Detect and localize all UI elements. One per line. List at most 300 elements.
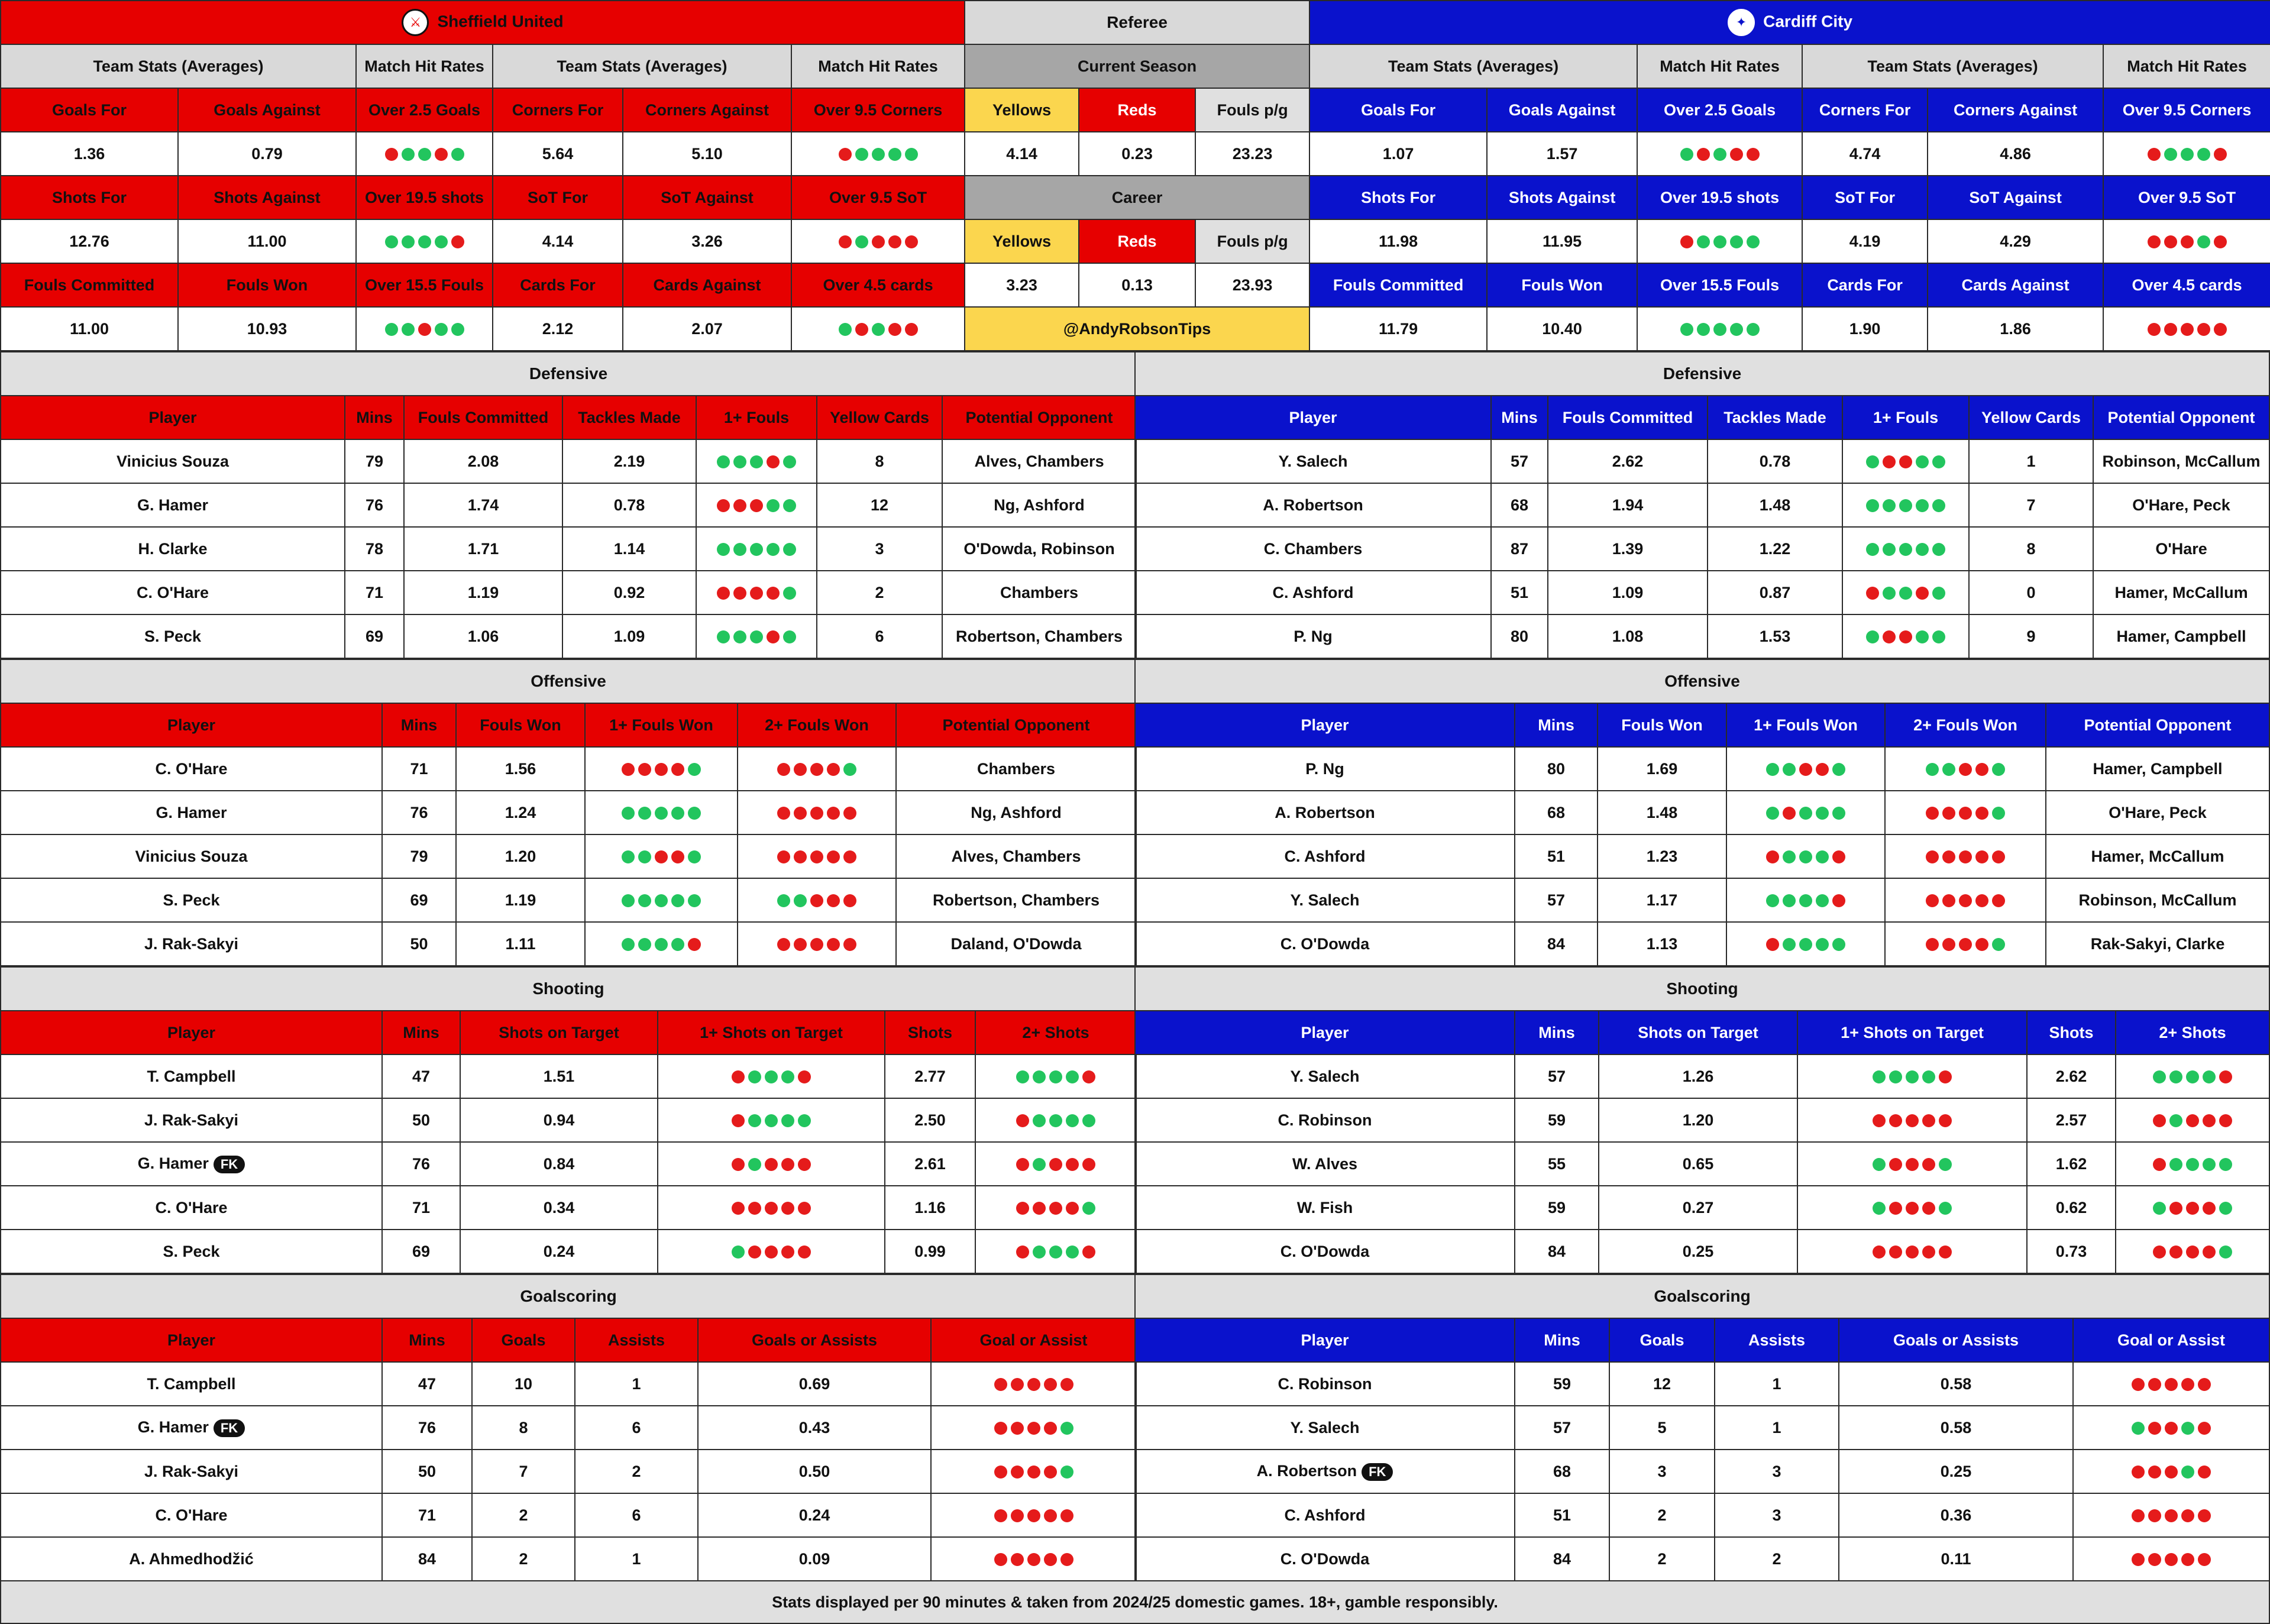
miss-dot-icon: [717, 499, 730, 512]
away-goalscoring-player: [1135, 1406, 1515, 1450]
miss-dot-icon: [1060, 1553, 1073, 1566]
hit-dot-icon: [402, 235, 415, 248]
miss-dot-icon: [2198, 1553, 2211, 1566]
miss-dot-icon: [2181, 1509, 2194, 1522]
home-over25-dots: [356, 132, 493, 176]
away-shooting-dots: [2116, 1054, 2269, 1098]
home-goalscoring-dots: [931, 1493, 1136, 1537]
miss-dot-icon: [1889, 1246, 1902, 1259]
miss-dot-icon: [1011, 1422, 1024, 1435]
hit-dot-icon: [733, 543, 746, 556]
hit-dot-icon: [1899, 499, 1912, 512]
home-offensive-col-4: 2+ Fouls Won: [738, 703, 896, 747]
free-kick-badge: FK: [214, 1156, 245, 1173]
away-team-stats-label-2: Team Stats (Averages): [1802, 44, 2103, 88]
home-offensive-row: [1, 834, 1136, 878]
miss-dot-icon: [1975, 938, 1988, 951]
hit-dot-icon: [1697, 323, 1710, 336]
hit-dot-icon: [855, 235, 868, 248]
hit-dot-icon: [2197, 148, 2210, 161]
home-offensive-dots: [738, 791, 896, 834]
home-goalscoring-row: [1, 1406, 1136, 1450]
miss-dot-icon: [1926, 807, 1939, 820]
miss-dot-icon: [810, 763, 823, 776]
away-defensive-col-6: Potential Opponent: [2093, 396, 2269, 439]
hit-dot-icon: [1906, 1070, 1919, 1083]
away-goalscoring-col-5: Goal or Assist: [2073, 1318, 2269, 1362]
miss-dot-icon: [732, 1114, 745, 1127]
away-over45-dots: [2103, 307, 2270, 351]
away-offensive-player: C. O'Dowda: [1135, 922, 1515, 966]
home-shooting-sot: 0.34: [460, 1186, 658, 1230]
miss-dot-icon: [843, 807, 856, 820]
hit-dot-icon: [1033, 1158, 1046, 1171]
miss-dot-icon: [1066, 1202, 1079, 1215]
hit-dot-icon: [1932, 499, 1945, 512]
away-defensive-yc: 9: [1969, 614, 2093, 658]
hit-dot-icon: [750, 455, 763, 468]
miss-dot-icon: [1747, 148, 1760, 161]
away-sot-against-label: SoT Against: [1928, 176, 2103, 219]
away-offensive-dots: [1885, 791, 2046, 834]
home-shooting-dots: [975, 1186, 1136, 1230]
miss-dot-icon: [1680, 235, 1693, 248]
home-goalscoring-col-4: Goals or Assists: [698, 1318, 931, 1362]
hit-dot-icon: [783, 543, 796, 556]
hit-dot-icon: [748, 1114, 761, 1127]
miss-dot-icon: [1992, 850, 2005, 863]
hit-dot-icon: [777, 894, 790, 907]
away-offensive-mins: 84: [1515, 922, 1598, 966]
miss-dot-icon: [2132, 1509, 2145, 1522]
hit-dot-icon: [1932, 587, 1945, 600]
home-defensive-dots: [696, 614, 817, 658]
ref-career-yellows: 3.23: [965, 263, 1079, 307]
away-goalscoring-player: [1135, 1493, 1515, 1537]
away-defensive-row: [1135, 527, 2269, 571]
miss-dot-icon: [2214, 323, 2227, 336]
hit-dot-icon: [1992, 807, 2005, 820]
home-offensive-player: Vinicius Souza: [1, 834, 382, 878]
home-defensive-tm: 0.78: [562, 483, 696, 527]
hit-dot-icon: [1883, 499, 1896, 512]
hit-dot-icon: [2219, 1158, 2232, 1171]
hit-dot-icon: [1713, 148, 1726, 161]
home-team-stats-label-2: Team Stats (Averages): [493, 44, 791, 88]
miss-dot-icon: [1044, 1378, 1057, 1391]
home-shooting-shots: 2.77: [885, 1054, 975, 1098]
miss-dot-icon: [2153, 1158, 2166, 1171]
home-fouls-committed: 11.00: [1, 307, 178, 351]
hit-dot-icon: [1033, 1114, 1046, 1127]
home-defensive-yc: 2: [817, 571, 942, 614]
hit-dot-icon: [622, 894, 635, 907]
hit-dot-icon: [671, 807, 684, 820]
miss-dot-icon: [994, 1378, 1007, 1391]
hit-dot-icon: [2203, 1158, 2216, 1171]
hit-dot-icon: [655, 938, 668, 951]
home-goalscoring-goals: 2: [472, 1537, 575, 1581]
miss-dot-icon: [2181, 1553, 2194, 1566]
home-offensive-opp: Robertson, Chambers: [896, 878, 1136, 922]
away-offensive-col-2: Fouls Won: [1598, 703, 1726, 747]
away-shooting-row: [1135, 1230, 2269, 1273]
miss-dot-icon: [2153, 1246, 2166, 1259]
away-goalscoring-row: [1135, 1537, 2269, 1581]
away-cards-against: 1.86: [1928, 307, 2103, 351]
away-goalscoring-col-0: Player: [1135, 1318, 1515, 1362]
hit-dot-icon: [385, 235, 398, 248]
home-fouls-won-label: Fouls Won: [178, 263, 356, 307]
away-shooting-mins: 59: [1515, 1098, 1599, 1142]
hit-dot-icon: [1049, 1114, 1062, 1127]
hit-dot-icon: [1713, 323, 1726, 336]
home-sot-against: 3.26: [623, 219, 791, 263]
away-offensive-row: [1135, 878, 2269, 922]
miss-dot-icon: [2186, 1202, 2199, 1215]
hit-dot-icon: [1926, 763, 1939, 776]
away-goalscoring-assists: 1: [1715, 1406, 1839, 1450]
away-shooting-shots: 2.62: [2027, 1054, 2116, 1098]
away-shooting-sot: 0.25: [1599, 1230, 1797, 1273]
hit-dot-icon: [1016, 1070, 1029, 1083]
away-shooting-dots: [2116, 1230, 2269, 1273]
away-goalscoring-dots: [2073, 1537, 2269, 1581]
miss-dot-icon: [2165, 1378, 2178, 1391]
home-defensive-col-2: Fouls Committed: [404, 396, 562, 439]
away-goalscoring-player: [1135, 1450, 1515, 1493]
miss-dot-icon: [1906, 1114, 1919, 1127]
miss-dot-icon: [994, 1466, 1007, 1479]
away-offensive-dots: [1726, 747, 1885, 791]
away-offensive-player: Y. Salech: [1135, 878, 1515, 922]
away-goalscoring-section: [1134, 1274, 2270, 1581]
away-defensive-opp: Robinson, McCallum: [2093, 439, 2269, 483]
home-defensive-row: [1, 571, 1136, 614]
away-shooting-row: [1135, 1054, 2269, 1098]
hit-dot-icon: [638, 850, 651, 863]
away-defensive-col-5: Yellow Cards: [1969, 396, 2093, 439]
home-offensive-dots: [585, 747, 738, 791]
miss-dot-icon: [1975, 850, 1988, 863]
away-goalscoring-assists: 3: [1715, 1450, 1839, 1493]
home-defensive-yc: 8: [817, 439, 942, 483]
home-shooting-mins: 76: [382, 1142, 460, 1186]
away-goalscoring-mins: 59: [1515, 1362, 1609, 1406]
home-goalscoring-dots: [931, 1362, 1136, 1406]
hit-dot-icon: [1873, 1070, 1886, 1083]
hit-dot-icon: [1766, 894, 1779, 907]
away-defensive-row: [1135, 483, 2269, 527]
miss-dot-icon: [1027, 1509, 1040, 1522]
hit-dot-icon: [855, 148, 868, 161]
miss-dot-icon: [2164, 323, 2177, 336]
home-offensive-row: [1, 922, 1136, 966]
away-shooting-player: [1135, 1054, 1515, 1098]
home-shooting-dots: [658, 1230, 885, 1273]
player-name: C. Robinson: [1278, 1374, 1372, 1393]
away-goalscoring-assists: 3: [1715, 1493, 1839, 1537]
home-defensive-tm: 2.19: [562, 439, 696, 483]
hit-dot-icon: [1932, 543, 1945, 556]
home-defensive-opp: Chambers: [942, 571, 1136, 614]
hit-dot-icon: [1866, 543, 1879, 556]
hit-dot-icon: [1783, 938, 1796, 951]
home-offensive-row: [1, 747, 1136, 791]
away-hit-rates-label-2: Match Hit Rates: [2103, 44, 2270, 88]
away-shooting-player: [1135, 1098, 1515, 1142]
home-goalscoring-player: [1, 1537, 382, 1581]
hit-dot-icon: [2186, 1070, 2199, 1083]
home-goalscoring-assists: 6: [575, 1493, 698, 1537]
hit-dot-icon: [1799, 938, 1812, 951]
hit-dot-icon: [1883, 543, 1896, 556]
home-goalscoring-assists: 1: [575, 1537, 698, 1581]
hit-dot-icon: [1816, 938, 1829, 951]
home-over195-dots: [356, 219, 493, 263]
away-goalscoring-assists: 2: [1715, 1537, 1839, 1581]
miss-dot-icon: [2169, 1202, 2182, 1215]
miss-dot-icon: [839, 148, 852, 161]
away-offensive-dots: [1726, 791, 1885, 834]
miss-dot-icon: [2203, 1246, 2216, 1259]
away-offensive-dots: [1726, 922, 1885, 966]
miss-dot-icon: [435, 148, 448, 161]
miss-dot-icon: [748, 1202, 761, 1215]
hit-dot-icon: [1939, 1158, 1952, 1171]
free-kick-badge: FK: [214, 1419, 245, 1437]
home-offensive-dots: [738, 834, 896, 878]
away-goalscoring-ga: 0.58: [1839, 1406, 2073, 1450]
home-offensive-player: C. O'Hare: [1, 747, 382, 791]
away-shooting-mins: 84: [1515, 1230, 1599, 1273]
home-shooting-section: [0, 966, 1136, 1274]
miss-dot-icon: [798, 1202, 811, 1215]
home-shooting-sot: 0.84: [460, 1142, 658, 1186]
miss-dot-icon: [2148, 323, 2161, 336]
miss-dot-icon: [622, 763, 635, 776]
away-offensive-col-4: 2+ Fouls Won: [1885, 703, 2046, 747]
away-defensive-opp: Hamer, McCallum: [2093, 571, 2269, 614]
hit-dot-icon: [385, 323, 398, 336]
miss-dot-icon: [1889, 1114, 1902, 1127]
hit-dot-icon: [2132, 1422, 2145, 1435]
away-offensive-row: [1135, 791, 2269, 834]
away-offensive-player: A. Robertson: [1135, 791, 1515, 834]
away-defensive-tm: 0.78: [1708, 439, 1842, 483]
away-offensive-dots: [1726, 878, 1885, 922]
away-over95c-dots: [2103, 132, 2270, 176]
miss-dot-icon: [1899, 630, 1912, 643]
away-shooting-dots: [1797, 1142, 2027, 1186]
miss-dot-icon: [839, 235, 852, 248]
home-goalscoring-ga: 0.24: [698, 1493, 931, 1537]
miss-dot-icon: [1959, 807, 1972, 820]
miss-dot-icon: [1899, 455, 1912, 468]
home-defensive-row: [1, 614, 1136, 658]
away-offensive-opp: O'Hare, Peck: [2046, 791, 2269, 834]
away-shooting-col-1: Mins: [1515, 1011, 1599, 1054]
home-offensive-col-3: 1+ Fouls Won: [585, 703, 738, 747]
hit-dot-icon: [1816, 850, 1829, 863]
home-defensive-opp: Robertson, Chambers: [942, 614, 1136, 658]
away-team-name: Cardiff City: [1763, 12, 1853, 31]
hit-dot-icon: [1680, 323, 1693, 336]
home-defensive-col-3: Tackles Made: [562, 396, 696, 439]
miss-dot-icon: [1922, 1246, 1935, 1259]
away-offensive-dots: [1885, 834, 2046, 878]
home-goalscoring-assists: 1: [575, 1362, 698, 1406]
home-offensive-opp: Ng, Ashford: [896, 791, 1136, 834]
miss-dot-icon: [2132, 1466, 2145, 1479]
away-corners-for-label: Corners For: [1802, 88, 1928, 132]
home-shots-for: 12.76: [1, 219, 178, 263]
home-offensive-mins: 69: [382, 878, 456, 922]
away-shooting-mins: 59: [1515, 1186, 1599, 1230]
ref-career-fouls-label: Fouls p/g: [1195, 219, 1309, 263]
hit-dot-icon: [1799, 807, 1812, 820]
away-goalscoring-ga: 0.36: [1839, 1493, 2073, 1537]
sheffield-crest-icon: ⚔: [402, 9, 429, 36]
hit-dot-icon: [783, 499, 796, 512]
miss-dot-icon: [2214, 148, 2227, 161]
home-defensive-title: Defensive: [1, 352, 1136, 396]
home-defensive-fc: 1.74: [404, 483, 562, 527]
away-fouls-committed-label: Fouls Committed: [1309, 263, 1487, 307]
miss-dot-icon: [827, 850, 840, 863]
hit-dot-icon: [843, 763, 856, 776]
home-defensive-mins: 76: [345, 483, 404, 527]
ref-current-yellows: 4.14: [965, 132, 1079, 176]
miss-dot-icon: [671, 850, 684, 863]
miss-dot-icon: [1016, 1246, 1029, 1259]
miss-dot-icon: [1926, 894, 1939, 907]
team-overview: [0, 0, 2270, 351]
player-name: A. Robertson: [1256, 1462, 1357, 1480]
miss-dot-icon: [1889, 1158, 1902, 1171]
home-shooting-player: [1, 1142, 382, 1186]
away-shots-for-label: Shots For: [1309, 176, 1487, 219]
player-name: A. Ahmedhodžić: [129, 1549, 254, 1568]
ref-current-fouls: 23.23: [1195, 132, 1309, 176]
home-over95c-label: Over 9.5 Corners: [791, 88, 965, 132]
home-cards-against-label: Cards Against: [623, 263, 791, 307]
away-goalscoring-mins: 68: [1515, 1450, 1609, 1493]
away-goalscoring-title: Goalscoring: [1135, 1274, 2269, 1318]
away-fouls-committed: 11.79: [1309, 307, 1487, 351]
player-name: C. O'Hare: [155, 1506, 228, 1524]
miss-dot-icon: [1049, 1202, 1062, 1215]
miss-dot-icon: [827, 894, 840, 907]
home-shots-against: 11.00: [178, 219, 356, 263]
away-defensive-yc: 7: [1969, 483, 2093, 527]
hit-dot-icon: [1942, 763, 1955, 776]
hit-dot-icon: [1049, 1070, 1062, 1083]
home-shooting-row: [1, 1230, 1136, 1273]
miss-dot-icon: [750, 499, 763, 512]
away-defensive-fc: 2.62: [1548, 439, 1708, 483]
away-shooting-sot: 0.27: [1599, 1186, 1797, 1230]
hit-dot-icon: [655, 894, 668, 907]
hit-dot-icon: [1060, 1466, 1073, 1479]
away-shooting-row: [1135, 1142, 2269, 1186]
home-defensive-dots: [696, 571, 817, 614]
away-offensive-col-1: Mins: [1515, 703, 1598, 747]
author-handle: @AndyRobsonTips: [965, 307, 1309, 351]
away-shooting-player: [1135, 1142, 1515, 1186]
home-shooting-shots: 1.16: [885, 1186, 975, 1230]
hit-dot-icon: [1916, 630, 1929, 643]
home-defensive-yc: 12: [817, 483, 942, 527]
miss-dot-icon: [1066, 1158, 1079, 1171]
home-goalscoring-row: [1, 1493, 1136, 1537]
home-goalscoring-mins: 76: [382, 1406, 472, 1450]
away-cards-for: 1.90: [1802, 307, 1928, 351]
away-offensive-dots: [1726, 834, 1885, 878]
home-offensive-player: J. Rak-Sakyi: [1, 922, 382, 966]
miss-dot-icon: [827, 763, 840, 776]
hit-dot-icon: [2219, 1202, 2232, 1215]
hit-dot-icon: [1799, 894, 1812, 907]
home-goals-against: 0.79: [178, 132, 356, 176]
miss-dot-icon: [1942, 807, 1955, 820]
hit-dot-icon: [1992, 938, 2005, 951]
miss-dot-icon: [1033, 1202, 1046, 1215]
miss-dot-icon: [767, 630, 780, 643]
miss-dot-icon: [905, 323, 918, 336]
home-offensive-mins: 71: [382, 747, 456, 791]
away-offensive-opp: Hamer, McCallum: [2046, 834, 2269, 878]
away-offensive-row: [1135, 922, 2269, 966]
home-shooting-col-2: Shots on Target: [460, 1011, 658, 1054]
away-shooting-sot: 1.26: [1599, 1054, 1797, 1098]
away-over95sot-dots: [2103, 219, 2270, 263]
player-name: C. O'Hare: [155, 1198, 228, 1217]
home-defensive-row: [1, 483, 1136, 527]
hit-dot-icon: [767, 543, 780, 556]
miss-dot-icon: [810, 850, 823, 863]
miss-dot-icon: [1027, 1466, 1040, 1479]
home-fouls-committed-label: Fouls Committed: [1, 263, 178, 307]
home-offensive-dots: [585, 791, 738, 834]
player-name: C. Ashford: [1284, 1506, 1366, 1524]
home-defensive-mins: 69: [345, 614, 404, 658]
miss-dot-icon: [1016, 1114, 1029, 1127]
miss-dot-icon: [1044, 1466, 1057, 1479]
miss-dot-icon: [1799, 763, 1812, 776]
hit-dot-icon: [1883, 587, 1896, 600]
hit-dot-icon: [1916, 499, 1929, 512]
hit-dot-icon: [1992, 763, 2005, 776]
miss-dot-icon: [385, 148, 398, 161]
home-goalscoring-goals: 7: [472, 1450, 575, 1493]
hit-dot-icon: [2169, 1070, 2182, 1083]
home-defensive-yc: 6: [817, 614, 942, 658]
home-cards-for-label: Cards For: [493, 263, 623, 307]
player-name: J. Rak-Sakyi: [144, 1111, 239, 1129]
miss-dot-icon: [1975, 807, 1988, 820]
home-shooting-player: [1, 1098, 382, 1142]
away-shooting-col-4: Shots: [2027, 1011, 2116, 1054]
miss-dot-icon: [810, 807, 823, 820]
home-shooting-shots: 0.99: [885, 1230, 975, 1273]
hit-dot-icon: [1922, 1070, 1935, 1083]
home-shooting-dots: [658, 1054, 885, 1098]
hit-dot-icon: [1783, 763, 1796, 776]
miss-dot-icon: [732, 1070, 745, 1083]
miss-dot-icon: [418, 323, 431, 336]
home-defensive-dots: [696, 483, 817, 527]
